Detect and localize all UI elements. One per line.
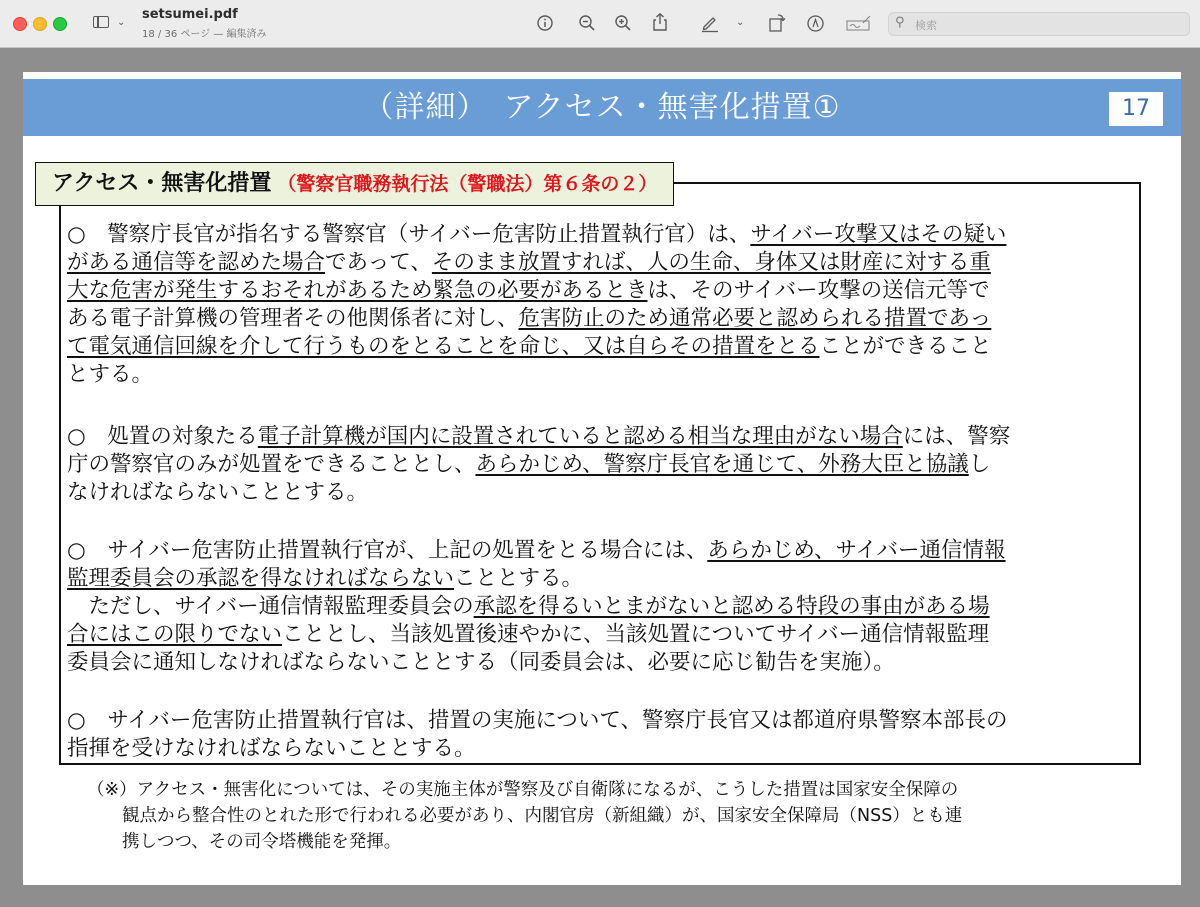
search-field[interactable] [888, 12, 1190, 36]
paragraph-line [67, 593, 1006, 621]
paragraph-line [67, 277, 1006, 305]
footnote-line: 携しつつ、その司令塔機能を発揮。 [87, 832, 402, 852]
document-status: 18 / 36 ページ — 編集済み [142, 29, 267, 40]
paragraph-line [67, 735, 1007, 763]
underlined-text: 大な危害が発生するおそれがあるため緊急の必要があるとき [67, 278, 648, 303]
paragraph-line [67, 537, 1006, 565]
underlined-text: がある通信等を認めた場合 [67, 250, 326, 275]
paragraph-line [67, 707, 1007, 735]
zoom-in-icon[interactable] [614, 14, 632, 36]
text-segment: 委員会に通知しなければならないこととする（同委員会は、必要に応じ勧告を実施）。 [67, 650, 895, 675]
paragraph-line [67, 451, 1010, 479]
paragraph [67, 423, 1010, 507]
text-segment: には、警察 [902, 424, 1011, 449]
pen-icon[interactable] [700, 13, 720, 37]
document-filename: setsumei.pdf [142, 7, 238, 22]
text-segment: ○ 警察庁長官が指名する警察官（サイバー危害防止措置執行官）は、 [67, 222, 751, 247]
text-segment: し [968, 452, 991, 477]
text-segment: こととし、当該処置後速やかに、当該処置についてサイバー通信情報監理 [282, 622, 990, 647]
section-title: アクセス・無害化措置 [52, 171, 272, 196]
paragraph-line [67, 249, 1006, 277]
footnote [87, 777, 962, 855]
window-toolbar [0, 0, 1200, 48]
page-number-badge: 17 [1109, 92, 1163, 126]
footnote-line: 観点から整合性のとれた形で行われる必要があり、内閣官房（新組織）が、国家安全保障局（NSS）とも連 [87, 806, 963, 826]
chevron-down-icon[interactable]: ⌄ [736, 17, 745, 28]
text-segment: ○ サイバー危害防止措置執行官は、措置の実施について、警察庁長官又は都道府県警察本部長の [67, 708, 1008, 733]
markup-icon[interactable] [806, 14, 825, 37]
underlined-text: 監理委員会の承認を得なければならない [67, 566, 455, 591]
text-segment: なければならないこととする。 [67, 480, 369, 505]
paragraph [67, 707, 1007, 763]
pdf-page [23, 72, 1181, 885]
text-segment: 指揮を受けなければならないこととする。 [67, 736, 476, 761]
chevron-down-icon[interactable]: ⌄ [117, 17, 126, 28]
text-segment: は、そのサイバー攻撃の送信元等で [647, 278, 990, 303]
text-segment: 庁の警察官のみが処置をできることとし、 [67, 452, 476, 477]
slide-header-band [23, 79, 1181, 136]
underlined-text: あらかじめ、サイバー通信情報 [707, 538, 1006, 563]
underlined-text: て電気通信回線を介して行うものをとることを命じ、又は自らその措置をとる [67, 334, 820, 359]
footnote-line: （※）アクセス・無害化については、その実施主体が警察及び自衛隊になるが、こうした措置は国家安全保障の [87, 780, 959, 800]
underlined-text: 承認を得るいとまがないと認める特段の事由がある場 [473, 594, 990, 619]
text-segment: こととする。 [454, 566, 584, 591]
zoom-window-button[interactable] [53, 17, 67, 31]
minimize-window-button[interactable] [33, 17, 47, 31]
paragraph-line [67, 305, 1006, 333]
paragraph-line [67, 565, 1006, 593]
paragraph-line [67, 649, 1006, 677]
underlined-text: そのまま放置すれば、人の生命、身体又は財産に対する重 [431, 250, 991, 275]
paragraph-line [67, 423, 1010, 451]
signature-icon[interactable] [846, 14, 872, 36]
text-segment: ただし、サイバー通信情報監理委員会の [67, 594, 474, 619]
slide-title: （詳細） アクセス・無害化措置① [363, 90, 841, 125]
zoom-out-icon[interactable] [578, 14, 596, 36]
share-icon[interactable] [651, 12, 669, 36]
text-segment: ○ サイバー危害防止措置執行官が、上記の処置をとる場合には、 [67, 538, 708, 563]
search-icon: ⚲ [895, 15, 905, 30]
underlined-text: 電子計算機が国内に設置されていると認める相当な理由がない場合 [257, 424, 903, 449]
paragraph [67, 537, 1006, 677]
paragraph-line [67, 479, 1010, 507]
sidebar-icon[interactable] [91, 14, 113, 32]
paragraph-line [67, 221, 1006, 249]
info-icon[interactable] [536, 14, 554, 36]
text-segment: ある電子計算機の管理者その他関係者に対し、 [67, 306, 519, 331]
text-segment: であって、 [325, 250, 432, 275]
text-segment: ○ 処置の対象たる [67, 424, 258, 449]
underlined-text: あらかじめ、警察庁長官を通じて、外務大臣と協議 [475, 452, 969, 477]
search-input[interactable] [913, 15, 1177, 35]
text-segment: ことができること [819, 334, 992, 359]
underlined-text: サイバー攻撃又はその疑い [750, 222, 1007, 247]
paragraph-line [67, 621, 1006, 649]
section-law-reference: （警察官職務執行法（警職法）第６条の２） [277, 173, 658, 195]
paragraph [67, 221, 1006, 389]
text-segment: とする。 [67, 362, 154, 387]
paragraph-line [67, 333, 1006, 361]
paragraph-line [67, 361, 1006, 389]
underlined-text: 合にはこの限りでない [67, 622, 283, 647]
underlined-text: 危害防止のため通常必要と認められる措置であっ [518, 306, 992, 331]
close-window-button[interactable] [13, 17, 27, 31]
section-heading [35, 162, 674, 206]
rotate-icon[interactable] [767, 13, 787, 37]
